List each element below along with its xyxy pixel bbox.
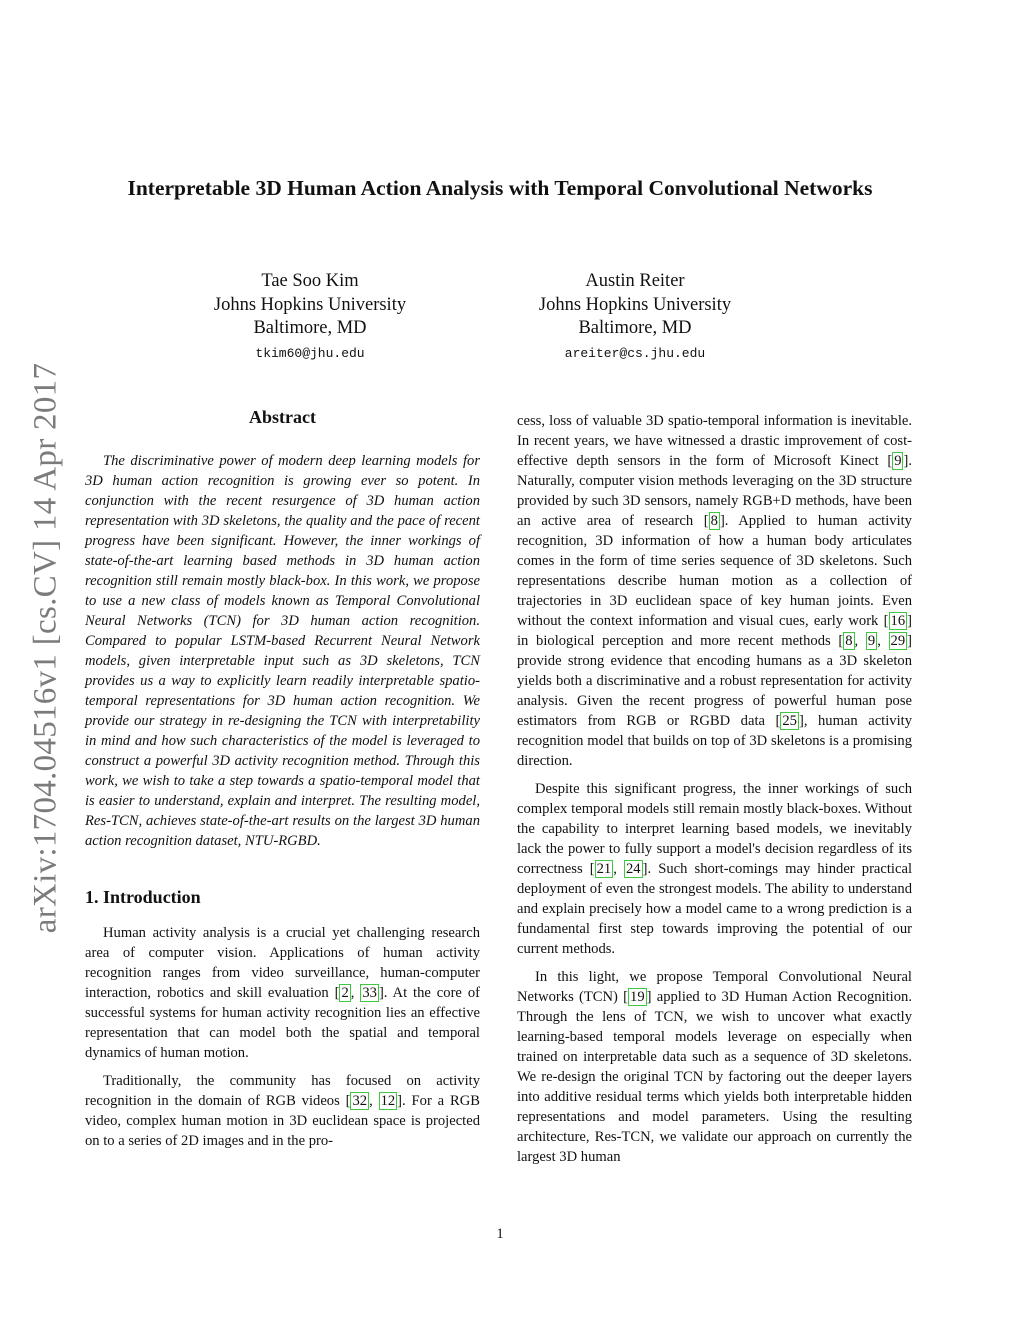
citation-link[interactable]: 29 <box>890 633 906 649</box>
citation-link[interactable]: 21 <box>596 861 612 877</box>
citation-link[interactable]: 8 <box>845 633 853 649</box>
abstract-text: The discriminative power of modern deep learning models for 3D human action recognition is growing ever so potent. In conjunction with the recent resurgence of 3D human action representation with 3D skeletons, the quality and the pace of recent progress have been significant. However, the inner workings of state-of-the-art learning based methods in 3D human action recognition still remain mostly black-box. In this work, we propose to use a new class of models known as Temporal Convolutional Neural Networks (TCN) for 3D human action recognition. Compared to popular LSTM-based Recurrent Neural Network models, given interpretable input such as 3D skeletons, TCN provides us a way to explicitly learn readily interpretable spatio-temporal representations for 3D human action recognition. We provide our strategy in re-designing the TCN with interpretability in mind and how such characteristics of the model is leveraged to construct a powerful 3D activity recognition method. Through this work, we wish to take a step towards a spatio-temporal model that is easier to understand, explain and interpret. The resulting model, Res-TCN, achieves state-of-the-art results on the largest 3D human action recognition dataset, NTU-RGBD. <box>85 453 480 849</box>
citation-link[interactable]: 12 <box>380 1093 396 1109</box>
right-column <box>517 411 912 1175</box>
citation-link[interactable]: 9 <box>867 633 876 649</box>
author-name: Tae Soo Kim <box>261 271 359 291</box>
citation-link[interactable]: 2 <box>341 985 349 1001</box>
citation-link[interactable]: 16 <box>890 613 906 629</box>
page-number: 1 <box>496 1226 504 1242</box>
paragraph: Human activity analysis is a crucial yet challenging research area of computer vision. Applications of human activity recognition ranges from video surveillance, human-computer interaction, robotics and skill evaluation [ 2 , 33 ]. At the core of successful systems for human activity recognition lies an effective representation that can model both the spatial and temporal dynamics of human motion. <box>85 925 480 1061</box>
author-location: Baltimore, MD <box>578 318 692 338</box>
citation-link[interactable]: 9 <box>894 453 902 469</box>
author-location: Baltimore, MD <box>253 318 367 338</box>
author-affiliation: Johns Hopkins University <box>213 294 407 315</box>
section-heading: 1. Introduction <box>85 887 201 907</box>
citation-link[interactable]: 24 <box>625 861 641 877</box>
paragraph: Traditionally, the community has focused on activity recognition in the domain of RGB videos [ 32 , 12 ]. For a RGB video, complex human motion in 3D euclidean space is projected on to a series of 2D images and in the pro- <box>85 1073 480 1149</box>
citation-link[interactable]: 33 <box>362 985 377 1001</box>
paragraph: cess, loss of valuable 3D spatio-temporal information is inevitable. In recent years, we have witnessed a drastic improvement of cost-effective depth sensors in the form of Microsoft Kinect [ 9 ]. Naturally, computer vision methods leveraging on the 3D structure provided by such 3D sensors, namely RGB+D methods, have been an active area of research [ 8 ]. Applied to human activity recognition, 3D information of how a human body articulates comes in the form of time series sequence of 3D skeletons. Such representations describe human motion as a collection of trajectories in 3D euclidean space of key human joints. Even without the context information and visual cues, early work [ 16 ] in biological perception and more recent methods [ 8 , 9 , 29 ] provide strong evidence that encoding humans as a 3D skeleton yields both a discriminative and a robust representation for activity analysis. Given the recent progress of powerful human pose estimators from RGB or RGBD data [ 25 ], human activity recognition model that builds on top of 3D skeletons is a promising direction. <box>517 413 913 769</box>
author-email: areiter@cs.jhu.edu <box>564 345 706 361</box>
abstract-heading: Abstract <box>249 407 316 427</box>
author-block <box>485 270 785 364</box>
citation-link[interactable]: 32 <box>352 1093 368 1109</box>
author-block <box>160 270 460 364</box>
paragraph: In this light, we propose Temporal Convolutional Neural Networks (TCN) [ 19 ] applied to 3D Human Action Recognition. Through the lens of TCN, we wish to uncover what exactly learning-based temporal models leverage on especially when trained on interpretable data such as a sequence of 3D skeletons. We re-design the original TCN by factoring out the deeper layers into additive residual terms which yields both interpretable hidden representations and model parameters. Using the resulting architecture, Res-TCN, we validate our approach on currently the largest 3D human <box>517 969 912 1165</box>
arxiv-identifier: arXiv:1704.04516v1 [cs.CV] 14 Apr 2017 <box>27 362 64 934</box>
paragraph: Despite this significant progress, the inner workings of such complex temporal models still remain mostly black-boxes. Without the capability to interpret learning based models, we inevitably lack the power to fully support a model's decision regardless of its correctness [ 21 , 24 ]. Such short-comings may hinder practical deployment of even the strongest models. The ability to understand and explain precisely how a model came to a wrong prediction is a fundamental first step towards improving the potential of our current methods. <box>517 781 912 957</box>
paper-title: Interpretable 3D Human Action Analysis with Temporal Convolutional Networks <box>127 176 873 200</box>
citation-link[interactable]: 8 <box>710 513 718 529</box>
author-email: tkim60@jhu.edu <box>255 345 365 361</box>
left-column <box>85 405 480 1159</box>
citation-link[interactable]: 25 <box>782 713 797 729</box>
author-affiliation: Johns Hopkins University <box>538 294 732 315</box>
author-name: Austin Reiter <box>585 271 685 291</box>
citation-link[interactable]: 19 <box>630 989 645 1005</box>
